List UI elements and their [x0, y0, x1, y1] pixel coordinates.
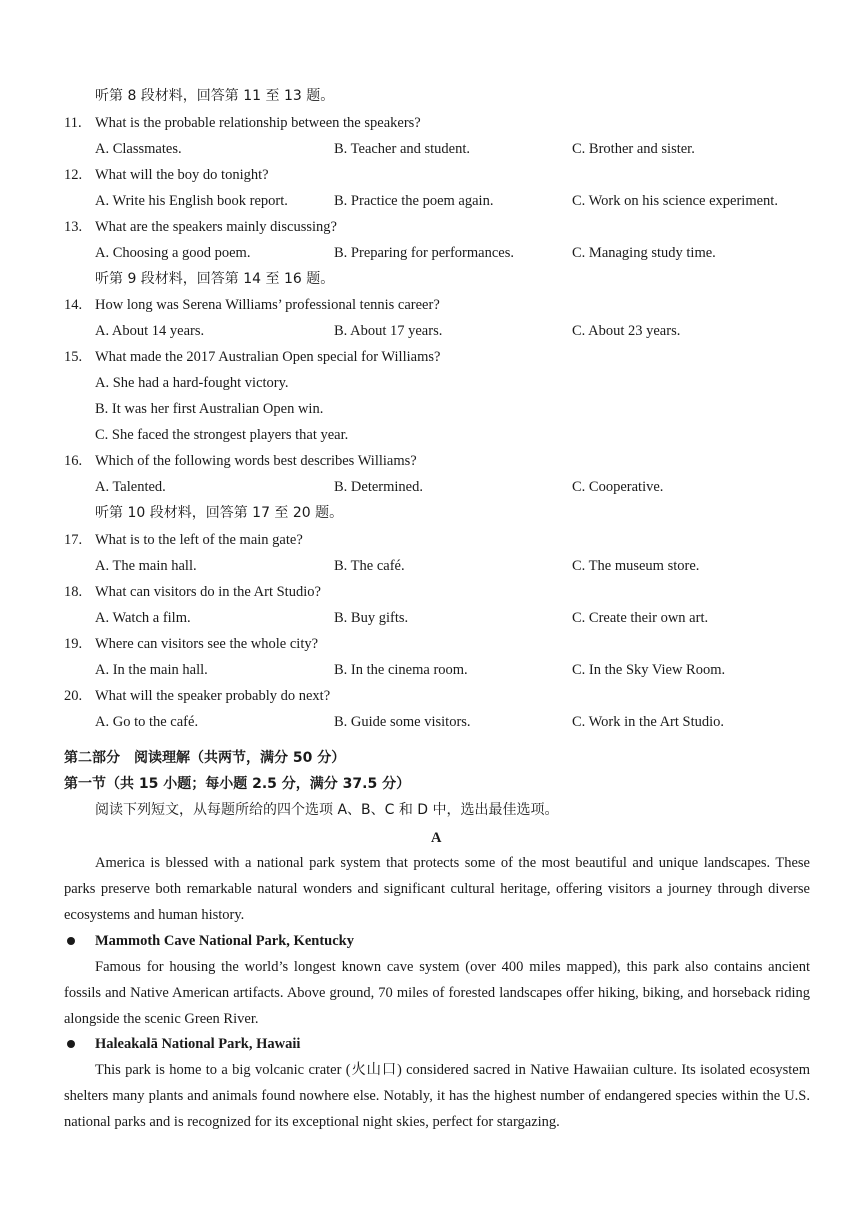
option-a: A. She had a hard-fought victory. — [95, 375, 289, 391]
option-b: B. The café. — [334, 558, 405, 574]
option-a: A. Classmates. — [95, 141, 182, 157]
option-c: C. In the Sky View Room. — [572, 662, 726, 678]
park-name: Mammoth Cave National Park, Kentucky — [95, 933, 354, 949]
option-c: C. Brother and sister. — [572, 141, 695, 157]
listening-intro-9: 听第 9 段材料，回答第 14 至 16 题。 — [95, 271, 335, 287]
option-c: C. About 23 years. — [572, 323, 681, 339]
question-text: What are the speakers mainly discussing? — [95, 219, 337, 235]
option-a: A. Talented. — [95, 479, 166, 495]
option-c: C. Create their own art. — [572, 610, 709, 626]
part-title: 第二部分 阅读理解（共两节，满分 50 分） — [64, 750, 346, 766]
reading-instructions: 阅读下列短文，从每题所给的四个选项 A、B、C 和 D 中，选出最佳选项。 — [95, 802, 559, 818]
option-b: B. Guide some visitors. — [334, 714, 471, 730]
option-a: A. Go to the café. — [95, 714, 199, 730]
section-title: 第一节（共 15 小题；每小题 2.5 分，满分 37.5 分） — [64, 776, 411, 792]
bullet-icon — [67, 1040, 75, 1048]
question-text: What made the 2017 Australian Open special for Williams? — [95, 349, 441, 365]
question-number: 16. — [64, 453, 83, 469]
option-a: A. Watch a film. — [95, 610, 191, 626]
listening-intro-10: 听第 10 段材料，回答第 17 至 20 题。 — [95, 505, 344, 521]
option-a: A. Choosing a good poem. — [95, 245, 251, 261]
option-b: B. Preparing for performances. — [334, 245, 514, 261]
question-number: 18. — [64, 584, 83, 600]
question-number: 11. — [64, 115, 82, 131]
question-number: 19. — [64, 636, 83, 652]
passage-letter: A — [431, 830, 442, 846]
option-c: C. Work in the Art Studio. — [572, 714, 725, 730]
question-text: What will the boy do tonight? — [95, 167, 269, 183]
option-b: B. Practice the poem again. — [334, 193, 494, 209]
park-name: Haleakalā National Park, Hawaii — [95, 1036, 301, 1052]
question-text: What is the probable relationship between the speakers? — [95, 115, 421, 131]
option-b: B. Buy gifts. — [334, 610, 409, 626]
option-a: A. About 14 years. — [95, 323, 205, 339]
question-number: 17. — [64, 532, 83, 548]
option-c: C. Managing study time. — [572, 245, 716, 261]
park-description-text: Famous for housing the world’s longest known cave system (over 400 miles mapped), this park also contains ancient fossils and Native American artifacts. Above ground, 70 miles of forested landscapes offer hiking, biking, and horseback riding alongside the scenic Green River. — [64, 959, 810, 1027]
option-b: B. Determined. — [334, 479, 423, 495]
question-text: How long was Serena Williams’ professional tennis career? — [95, 297, 440, 313]
option-c: C. The museum store. — [572, 558, 700, 574]
question-number: 13. — [64, 219, 83, 235]
intro-paragraph — [64, 851, 810, 928]
option-c: C. Cooperative. — [572, 479, 664, 495]
option-b: B. It was her first Australian Open win. — [95, 401, 324, 417]
intro-paragraph-text: America is blessed with a national park system that protects some of the most beautiful and unique landscapes. These parks preserve both remarkable natural wonders and significant cultural heritage, offering visitors a journey through diverse ecosystems and human history. — [64, 855, 810, 923]
question-number: 14. — [64, 297, 83, 313]
question-text: What can visitors do in the Art Studio? — [95, 584, 321, 600]
option-c: C. Work on his science experiment. — [572, 193, 778, 209]
park-description — [64, 1058, 810, 1135]
option-a: A. The main hall. — [95, 558, 197, 574]
question-text: Which of the following words best describes Williams? — [95, 453, 417, 469]
question-number: 15. — [64, 349, 83, 365]
question-number: 20. — [64, 688, 83, 704]
option-b: B. In the cinema room. — [334, 662, 468, 678]
question-text: What will the speaker probably do next? — [95, 688, 331, 704]
option-a: A. In the main hall. — [95, 662, 208, 678]
question-text: Where can visitors see the whole city? — [95, 636, 319, 652]
option-c: C. She faced the strongest players that year. — [95, 427, 349, 443]
option-b: B. About 17 years. — [334, 323, 443, 339]
question-text: What is to the left of the main gate? — [95, 532, 303, 548]
listening-intro-8: 听第 8 段材料，回答第 11 至 13 题。 — [95, 88, 335, 104]
question-number: 12. — [64, 167, 83, 183]
park-description-text: This park is home to a big volcanic crater (火山口) considered sacred in Native Hawaiian culture. Its isolated ecosystem shelters many plants and animals found nowhere else. Notably, it has the highest number of endangered species within the U.S. national parks and is recognized for its exceptional night skies, perfect for stargazing. — [64, 1062, 810, 1130]
park-description — [64, 955, 810, 1032]
bullet-icon — [67, 937, 75, 945]
option-a: A. Write his English book report. — [95, 193, 288, 209]
option-b: B. Teacher and student. — [334, 141, 471, 157]
